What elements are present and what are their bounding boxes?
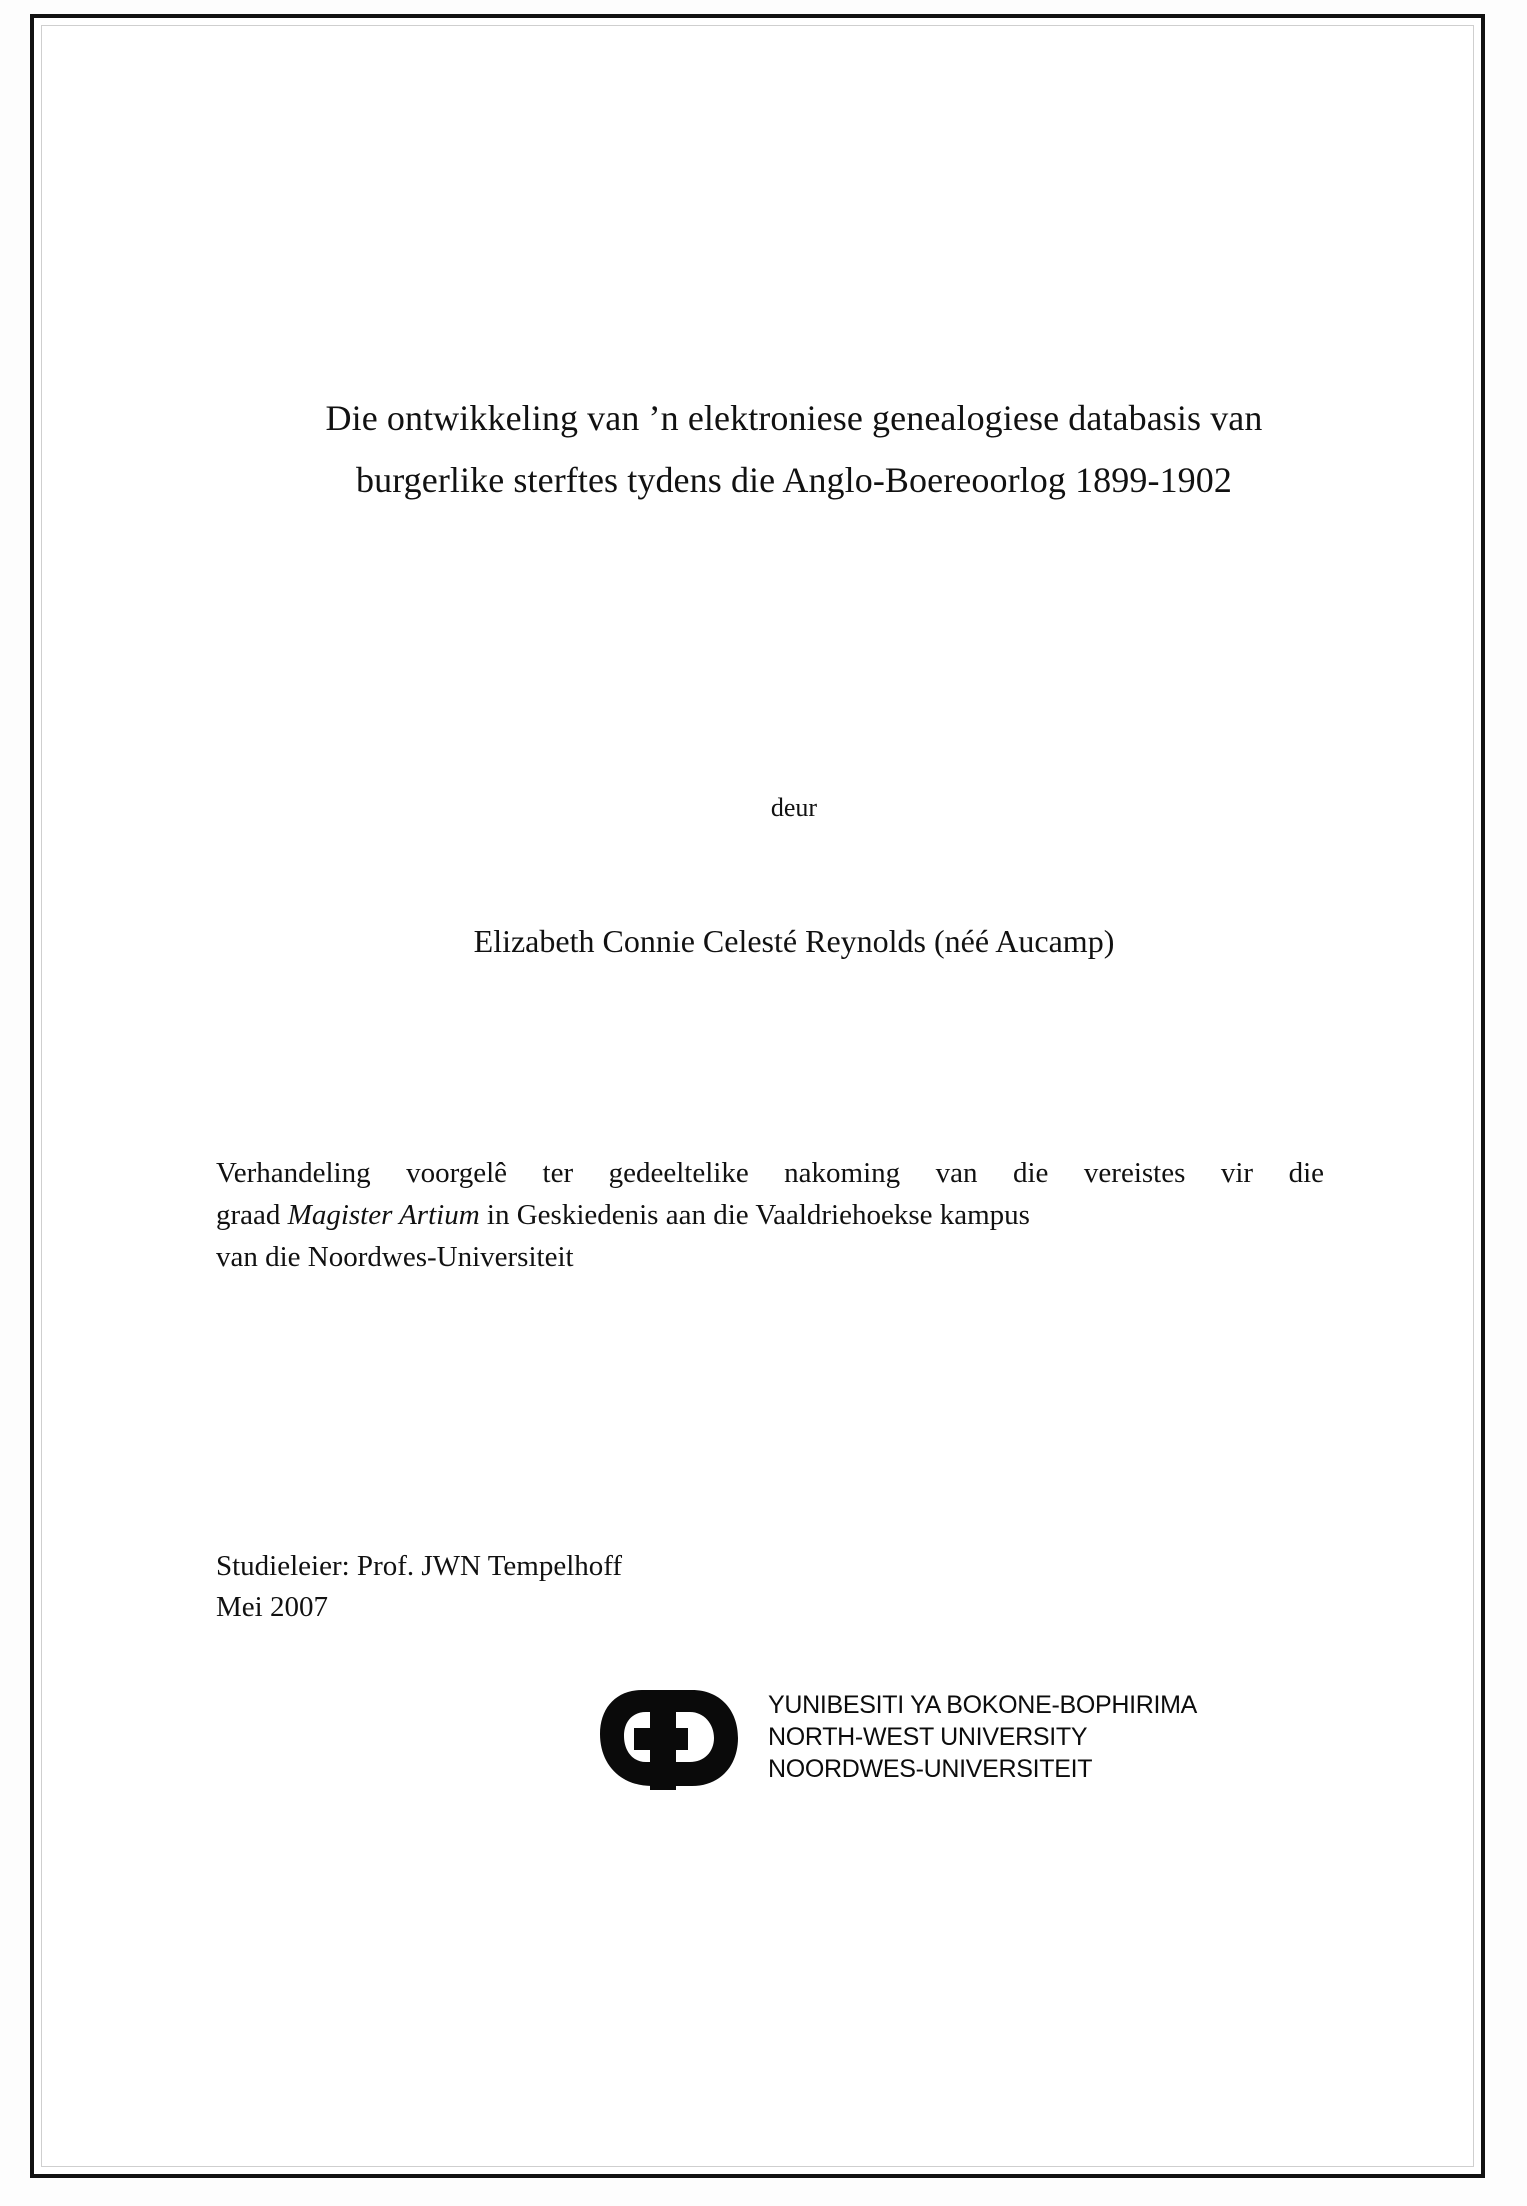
- degree-statement: [216, 1153, 1324, 1278]
- statement-line-2-suffix: in Geskiedenis aan die Vaaldriehoekse kampus: [479, 1198, 1030, 1231]
- page-title: [214, 388, 1374, 512]
- statement-line-2-prefix: graad: [216, 1198, 288, 1231]
- statement-line-2: [216, 1195, 1324, 1237]
- statement-line-1: Verhandeling voorgelê ter gedeeltelike nakoming van die vereistes vir die: [216, 1157, 1324, 1189]
- title-page-content: [214, 78, 1374, 2118]
- logo-line-3: NOORDWES-UNIVERSITEIT: [768, 1754, 1093, 1783]
- author-name: Elizabeth Connie Celesté Reynolds (néé Aucamp): [473, 923, 1115, 959]
- university-logo-text: [768, 1690, 1197, 1785]
- submission-date: Mei 2007: [216, 1591, 328, 1624]
- scan-border: [30, 14, 1485, 2178]
- supervisor-name: Studieleier: Prof. JWN Tempelhoff: [216, 1550, 623, 1582]
- university-logo-block: [596, 1684, 1236, 1804]
- statement-line-3: van die Noordwes-Universiteit: [216, 1240, 574, 1273]
- by-label: deur: [770, 793, 818, 822]
- title-line-1: Die ontwikkeling van ’n elektroniese genealogiese databasis van: [325, 398, 1263, 438]
- logo-line-1: YUNIBESITI YA BOKONE-BOPHIRIMA: [768, 1691, 1198, 1719]
- title-line-2: burgerlike sterftes tydens die Anglo-Boereoorlog 1899-1902: [356, 459, 1232, 500]
- statement-degree-italic: Magister Artium: [287, 1198, 480, 1231]
- logo-line-2: NORTH-WEST UNIVERSITY: [768, 1722, 1088, 1751]
- supervisor-block: [216, 1546, 1116, 1628]
- north-west-university-logo-icon: [596, 1688, 756, 1792]
